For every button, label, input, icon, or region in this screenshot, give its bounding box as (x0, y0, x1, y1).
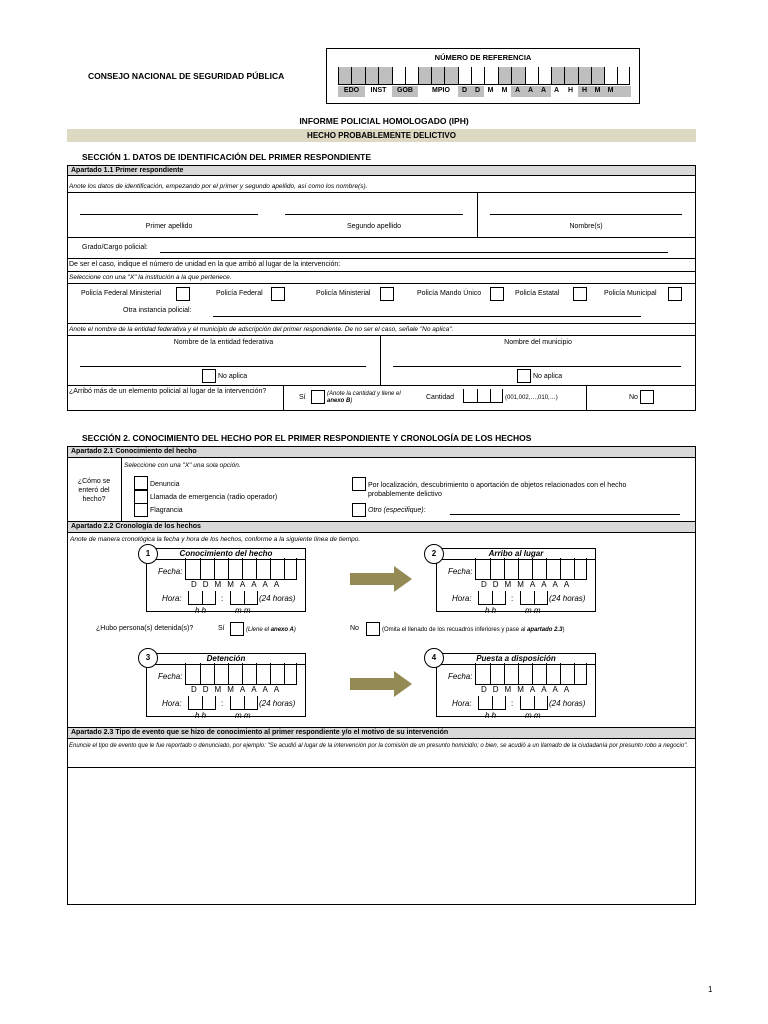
detenida-si-checkbox[interactable] (230, 622, 244, 636)
arribo-question: ¿Arribó más de un elemento policial al lugar de la intervención? (69, 388, 267, 395)
unidad-label: De ser el caso, indique el número de unidad en la que arribó al lugar de la intervención: (69, 261, 341, 268)
inst-checkbox-0[interactable] (176, 287, 190, 301)
nombres-field[interactable] (490, 214, 682, 215)
instr-entidad: Anote el nombre de la entidad federativa y el municipio de adscripción del primer respondiente. De no ser el caso, señale "No aplica". (69, 326, 454, 333)
fecha-label-1: Fecha: (158, 567, 183, 576)
fecha-field-1[interactable] (185, 558, 297, 580)
inst-checkbox-1[interactable] (271, 287, 285, 301)
instr-23: Enuncie el tipo de evento que le fue reportado o denunciado, por ejemplo: "Se acudió al lugar de la intervención por la comisión de un presunto homicidio; o bien, se acudió a un llamado de la ciudadanía por presunto robo a negocio". (69, 743, 689, 749)
timeline-card-3: Detención (146, 653, 306, 717)
inst-checkbox-4[interactable] (573, 287, 587, 301)
opt-localizacion-label: Por localización, descubrimiento o aportación de objetos relacionados con el hecho probablemente delictivo (368, 482, 627, 498)
hh-label-4: h h (485, 711, 497, 720)
nombres-label: Nombre(s) (569, 223, 603, 230)
apartado-2-3: Apartado 2.3 Tipo de evento que se hizo de conocimiento al primer respondiente y/o el motivo de su intervención (67, 727, 696, 739)
timeline-number-3: 3 (138, 648, 158, 668)
opt-llamada-checkbox[interactable] (134, 490, 148, 504)
municipio-no-aplica-label: No aplica (533, 373, 563, 380)
arribo-si-checkbox[interactable] (311, 390, 325, 404)
municipio-field[interactable] (393, 366, 681, 367)
otra-instancia-label: Otra instancia policial: (123, 307, 192, 314)
entidad-label: Nombre de la entidad federativa (173, 339, 274, 346)
apartado-2-2: Apartado 2.2 Cronología de los hechos (67, 521, 696, 533)
fecha-format-4: DDMMAAAA (481, 685, 576, 694)
grado-field[interactable] (160, 252, 668, 253)
inst-label-0: Policía Federal Ministerial (81, 290, 162, 297)
arribo-no-label: No (629, 394, 638, 401)
timeline-arrow-right-icon (350, 566, 412, 592)
opt-localizacion-checkbox[interactable] (352, 477, 366, 491)
horas24-1: (24 horas) (259, 594, 296, 603)
cantidad-format: (001,002,…,010,…) (505, 395, 558, 401)
fecha-format-3: DDMMAAAA (191, 685, 286, 694)
opt-flagrancia-checkbox[interactable] (134, 503, 148, 517)
arribo-no-checkbox[interactable] (640, 390, 654, 404)
opt-flagrancia-label: Flagrancia (150, 507, 183, 514)
detenida-no-label: No (350, 625, 359, 632)
fecha-format-1: DDMMAAAA (191, 580, 286, 589)
entidad-no-aplica-label: No aplica (218, 373, 248, 380)
fecha-field-4[interactable] (475, 663, 587, 685)
inst-checkbox-2[interactable] (380, 287, 394, 301)
horas24-4: (24 horas) (549, 699, 586, 708)
hora-label-1: Hora: (162, 594, 182, 603)
instr-institucion: Seleccione con una "X" la institución a la que pertenece. (69, 274, 232, 281)
detenida-question: ¿Hubo persona(s) detenida(s)? (96, 625, 194, 632)
detenida-anexo-note: (Llene el anexo A) (246, 627, 296, 633)
fecha-field-2[interactable] (475, 558, 587, 580)
evento-textarea[interactable] (69, 769, 694, 903)
hora-hh-field-2[interactable] (478, 591, 506, 605)
hora-hh-field-3[interactable] (188, 696, 216, 710)
detenida-si-label: Sí (218, 625, 225, 632)
section2-title: SECCIÓN 2. CONOCIMIENTO DEL HECHO POR EL PRIMER RESPONDIENTE Y CRONOLOGÍA DE LOS HECHOS (82, 433, 532, 443)
timeline-arrow-right-icon (350, 671, 412, 697)
inst-label-1: Policía Federal (216, 290, 263, 297)
inst-label-4: Policía Estatal (515, 290, 560, 297)
org-name: CONSEJO NACIONAL DE SEGURIDAD PÚBLICA (88, 71, 285, 81)
hora-mm-field-4[interactable] (520, 696, 548, 710)
hora-label-3: Hora: (162, 699, 182, 708)
fecha-label-4: Fecha: (448, 672, 473, 681)
horas24-2: (24 horas) (549, 594, 586, 603)
otro-field[interactable] (450, 514, 680, 515)
inst-label-5: Policía Municipal (604, 290, 657, 297)
hora-label-4: Hora: (452, 699, 472, 708)
cantidad-label: Cantidad (426, 394, 455, 401)
otra-instancia-field[interactable] (213, 316, 641, 317)
arribo-si-label: Sí (299, 394, 306, 401)
inst-label-2: Policía Ministerial (316, 290, 371, 297)
hora-mm-field-1[interactable] (230, 591, 258, 605)
instr-22: Anote de manera cronológica la fecha y hora de los hechos, conforme a la siguiente línea de tiempo. (70, 536, 361, 543)
inst-label-3: Policía Mando Único (417, 290, 482, 297)
primer-apellido-field[interactable] (80, 214, 258, 215)
timeline-card-4: Puesta a disposición (436, 653, 596, 717)
reference-title: NÚMERO DE REFERENCIA (434, 53, 532, 62)
timeline-card-2: Arribo al lugar (436, 548, 596, 612)
hh-label-3: h h (195, 711, 207, 720)
instr-names: Anote los datos de identificación, empezando por el primer y segundo apellido, así como los nombre(s). (69, 183, 368, 190)
primer-apellido-label: Primer apellido (145, 223, 193, 230)
opt-llamada-label: Llamada de emergencia (radio operador) (150, 494, 278, 501)
timeline-card-1: Conocimiento del hecho (146, 548, 306, 612)
timeline-number-2: 2 (424, 544, 444, 564)
detenida-no-checkbox[interactable] (366, 622, 380, 636)
opt-denuncia-checkbox[interactable] (134, 476, 148, 490)
segundo-apellido-field[interactable] (285, 214, 463, 215)
hora-mm-field-2[interactable] (520, 591, 548, 605)
inst-checkbox-5[interactable] (668, 287, 682, 301)
mm-label-4: m m (525, 711, 541, 720)
section1-title: SECCIÓN 1. DATOS DE IDENTIFICACIÓN DEL PRIMER RESPONDIENTE (82, 152, 372, 162)
opt-denuncia-label: Denuncia (150, 481, 180, 488)
hora-mm-field-3[interactable] (230, 696, 258, 710)
entidad-no-aplica-checkbox[interactable] (202, 369, 216, 383)
hora-hh-field-1[interactable] (188, 591, 216, 605)
apartado-1-1: Apartado 1.1 Primer respondiente (67, 165, 696, 176)
anote-cantidad-note: (Anote la cantidad y llene el anexo B) (327, 391, 401, 404)
document-title: INFORME POLICIAL HOMOLOGADO (IPH) (299, 116, 469, 126)
document-subtitle: HECHO PROBABLEMENTE DELICTIVO (67, 129, 696, 142)
como-se-entero: ¿Cómo se enteró del hecho? (77, 478, 111, 503)
apartado-2-1: Apartado 2.1 Conocimiento del hecho (67, 446, 696, 458)
page-number: 1 (708, 985, 713, 994)
municipio-no-aplica-checkbox[interactable] (517, 369, 531, 383)
opt-otro-checkbox[interactable] (352, 503, 366, 517)
segundo-apellido-label: Segundo apellido (346, 223, 402, 230)
fecha-field-3[interactable] (185, 663, 297, 685)
mm-label-1: m m (235, 606, 251, 615)
municipio-label: Nombre del municipio (504, 339, 572, 346)
timeline-number-1: 1 (138, 544, 158, 564)
mm-label-2: m m (525, 606, 541, 615)
instr-21: Seleccione con una "X" una sola opción. (124, 462, 241, 469)
detenida-omita-note: (Omita el llenado de los recuadros inferiores y pase al apartado 2.3) (382, 627, 565, 633)
hora-hh-field-4[interactable] (478, 696, 506, 710)
timeline-number-4: 4 (424, 648, 444, 668)
inst-checkbox-3[interactable] (490, 287, 504, 301)
fecha-label-2: Fecha: (448, 567, 473, 576)
hh-label-1: h h (195, 606, 207, 615)
reference-labels: EDO INST GOB MPIO D D M M A A A A H H M M (338, 86, 630, 98)
hora-label-2: Hora: (452, 594, 472, 603)
fecha-format-2: DDMMAAAA (481, 580, 576, 589)
hh-label-2: h h (485, 606, 497, 615)
grado-label: Grado/Cargo policial: (82, 244, 148, 251)
entidad-field[interactable] (80, 366, 366, 367)
horas24-3: (24 horas) (259, 699, 296, 708)
opt-otro-label: Otro (especifique): (368, 507, 426, 514)
cantidad-field[interactable] (463, 389, 503, 403)
mm-label-3: m m (235, 711, 251, 720)
fecha-label-3: Fecha: (158, 672, 183, 681)
